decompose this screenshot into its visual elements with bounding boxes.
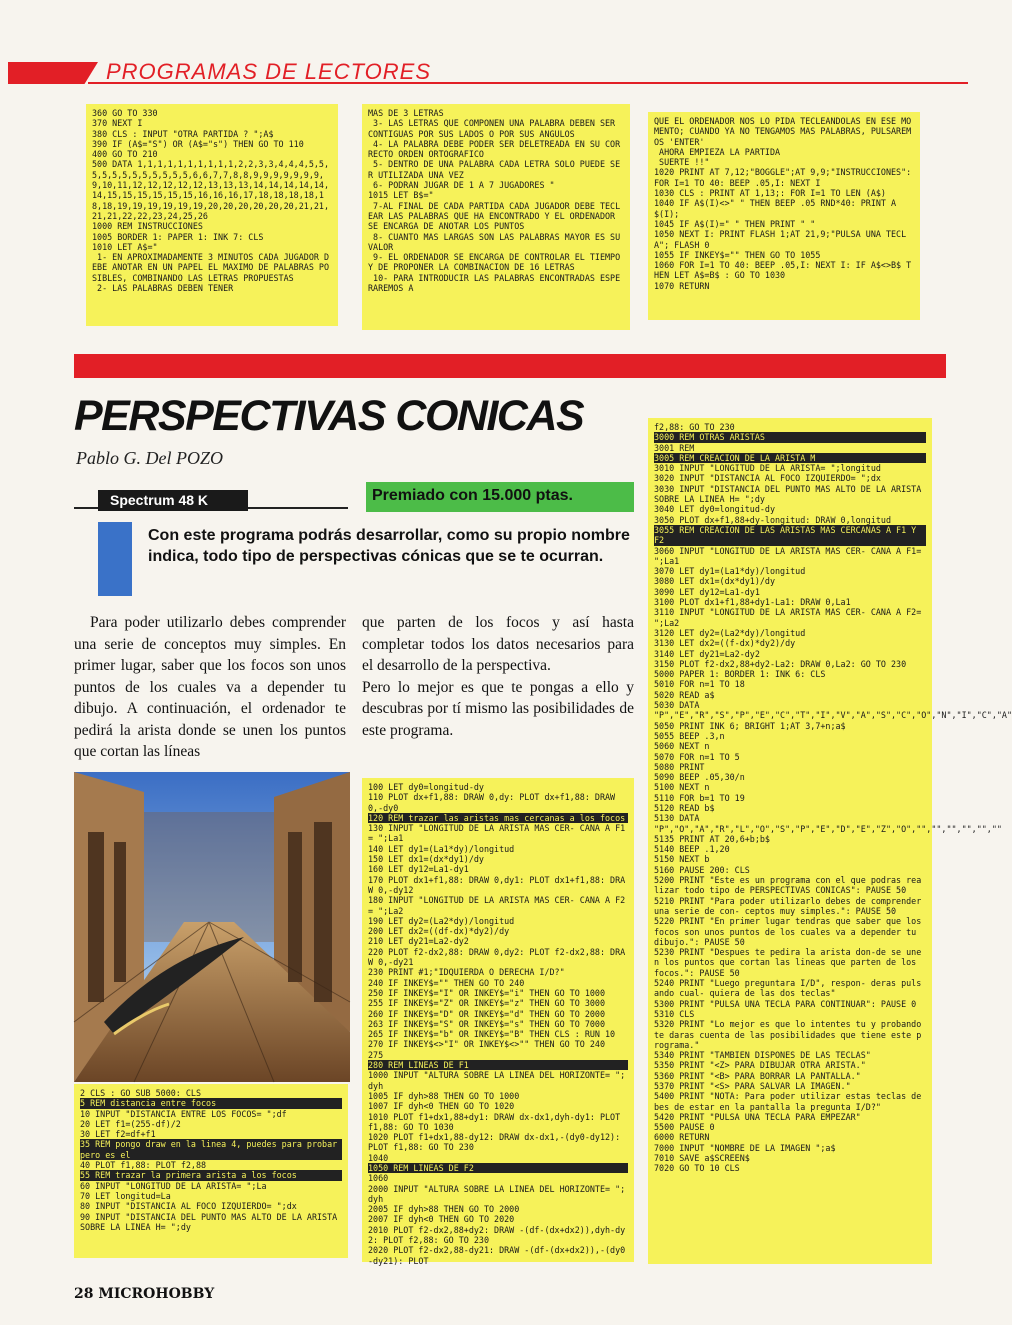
code-line: 1045 IF A$(I)=" " THEN PRINT " " [654, 218, 816, 229]
code-line: 5210 PRINT "Para poder utilizarlo debes de comprender una serie de con- ceptos muy simples.": PAUSE 50 [654, 895, 927, 916]
body-column-2: que parten de los focos y así hasta completar todos los datos necesarios para el desarrollo de la perspectiva. Pero lo mejor es que te pongas a ello y descubras por tí mismo las posibilidades de este programa. [362, 614, 634, 739]
code-line: MAS DE 3 LETRAS [368, 108, 444, 118]
code-line: 160 LET dy12=La1-dy1 [368, 864, 469, 875]
code-line: 120 REM trazar las aristas mas cercanas a los focos [368, 813, 628, 823]
code-line: 2010 PLOT f2-dx2,88+dy2: DRAW -(df-(dx+dx2)),dyh-dy2: PLOT f2,88: GO TO 230 [368, 1224, 626, 1246]
code-line: 100 LET dy0=longitud-dy [368, 782, 484, 792]
code-line: 70 LET longitud=La [80, 1190, 171, 1201]
code-line: 5200 PRINT "Este es un programa con el que podras realizar todo tipo de PERSPECTIVAS CONICAS": PAUSE 50 [654, 875, 922, 896]
code-line: 3055 REM CREACION DE LAS ARISTAS MAS CERCANAS A F1 Y F2 [654, 525, 926, 546]
code-line: 5240 PRINT "Luego preguntara I/D", respon- deras pulsando cual- quiera de las dos teclas" [654, 978, 922, 999]
code-line: 10- PARA INTRODUCIR LAS PALABRAS ENCONTRADAS ESPERAREMOS A [368, 272, 621, 294]
code-line: 3080 LET dx1=(dx*dy1)/dy [654, 576, 776, 587]
code-line: 255 IF INKEY$="Z" OR INKEY$="z" THEN GO TO 3000 [368, 998, 605, 1009]
listing-right [648, 418, 1012, 1264]
code-line: 1- EN APROXIMADAMENTE 3 MINUTOS CADA JUGADOR DEBE ANOTAR EN UN PAPEL EL MAXIMO DE PALABRAS POSIBLES, COMBINANDO LAS LETRAS PROPUESTAS [92, 252, 329, 283]
perspective-illustration-svg [74, 772, 350, 1082]
code-line: 1055 IF INKEY$="" THEN GO TO 1055 [654, 249, 821, 260]
code-line: 5135 PRINT AT 20,6+b;b$ [654, 833, 770, 844]
code-line: 263 IF INKEY$="S" OR INKEY$="s" THEN GO TO 7000 [368, 1018, 605, 1029]
code-line: 400 GO TO 210 [92, 149, 158, 160]
code-line: 5055 BEEP .3,n [654, 730, 725, 741]
code-line: 3- LAS LETRAS QUE COMPONEN UNA PALABRA DEBEN SER CONTIGUAS POR SUS LADOS O POR SUS ANGULOS [368, 118, 621, 139]
code-line: 5130 DATA "P","O","A","R","L","O","S","P","E","D","E","Z","O","","","","","","" [654, 813, 1002, 834]
code-line: 5300 PRINT "PULSA UNA TECLA PARA CONTINUAR": PAUSE 0 [654, 998, 917, 1009]
code-line: 5120 READ b$ [654, 802, 715, 813]
code-line: 150 LET dx1=(dx*dy1)/dy [368, 854, 484, 865]
code-line: 5370 PRINT "<S> PARA SALVAR LA IMAGEN." [654, 1081, 851, 1091]
code-line: 2020 PLOT f2-dx2,88-dy21: DRAW -(df-(dx+dx2)),-(dy0-dy21): PLOT [368, 1245, 626, 1266]
code-line: 5230 PRINT "Despues te pedira la arista don-de se unen los puntos que cortan las lineas que parten de los focos.": PAUSE 50 [654, 947, 922, 978]
code-line: 3060 INPUT "LONGITUD DE LA ARISTA MAS CER- CANA A F1= ";La1 [654, 545, 927, 566]
code-line: 7020 GO TO 10 CLS [654, 1163, 740, 1174]
code-line: 5080 PRINT [654, 761, 705, 772]
code-line: 1010 PLOT f1+dx1,88+dy1: DRAW dx-dx1,dyh-dy1: PLOT f1,88: GO TO 1030 [368, 1111, 626, 1132]
machine-badge [98, 490, 248, 511]
code-line: 200 LET dx2=((df-dx)*dy2)/dy [368, 926, 510, 937]
code-line: 380 CLS : INPUT "OTRA PARTIDA ? ";A$ [92, 128, 274, 139]
code-line: 390 IF (A$="S") OR (A$="s") THEN GO TO 110 [92, 138, 304, 149]
code-line: 55 REM trazar la primera arista a los focos [80, 1170, 342, 1180]
code-line: 1040 [368, 1152, 389, 1163]
code-line: 5400 PRINT "NOTA: Para poder utilizar estas teclas debes de estar en la pantalla la pregunta I/D?" [654, 1091, 922, 1112]
code-line: 1007 IF dyh<0 THEN GO TO 1020 [368, 1101, 515, 1112]
code-line: 5150 NEXT b [654, 854, 710, 865]
code-line: 5500 PAUSE 0 [654, 1122, 715, 1133]
code-line: 5360 PRINT "<B> PARA BORRAR LA PANTALLA." [654, 1070, 861, 1081]
code-line: 220 PLOT f2-dx2,88: DRAW 0,dy2: PLOT f2-dx2,88: DRAW 0,-dy21 [368, 946, 626, 968]
code-line: 60 INPUT "LONGITUD DE LA ARISTA= ";La [80, 1180, 267, 1191]
section-label: PROGRAMAS DE LECTORES [106, 59, 431, 84]
code-line: QUE EL ORDENADOR NOS LO PIDA TECLEANDOLAS EN ESE MOMENTO; CUANDO YA NO TENGAMOS MAS PALABRAS, PULSAREMOS 'ENTER' [654, 116, 912, 147]
code-line: 3010 INPUT "LONGITUD DE LA ARISTA= ";longitud [654, 463, 881, 474]
listing-top-col3 [648, 112, 920, 320]
code-line: 5140 BEEP .1,20 [654, 844, 730, 855]
code-line: 5320 PRINT "Lo mejor es que lo intentes tu y probando te daras cuenta de las posibilidades que tiene este programa." [654, 1019, 927, 1050]
code-line: 40 PLOT f1,88: PLOT f2,88 [80, 1160, 207, 1171]
code-line: 190 LET dy2=(La2*dy)/longitud [368, 915, 515, 926]
article-title: PERSPECTIVAS CONICAS [74, 392, 584, 440]
code-line: 3140 LET dy21=La2-dy2 [654, 648, 760, 659]
code-line: 3150 PLOT f2-dx2,88+dy2-La2: DRAW 0,La2: GO TO 230 [654, 658, 907, 669]
code-line: 1020 PRINT AT 7,12;"BOGGLE";AT 9,9;"INSTRUCCIONES": FOR I=1 TO 40: BEEP .05,I: NEXT I [654, 167, 917, 188]
code-line: 1005 BORDER 1: PAPER 1: INK 7: CLS [92, 231, 264, 242]
code-line: 30 LET f2=df+f1 [80, 1129, 156, 1140]
code-line: 1050 REM LINEAS DE F2 [368, 1163, 628, 1173]
code-line: 360 GO TO 330 [92, 108, 158, 118]
code-line: 280 REM LINEAS DE F1 [368, 1060, 628, 1070]
code-line: 3110 INPUT "LONGITUD DE LA ARISTA MAS CER- CANA A F2= ";La2 [654, 607, 927, 628]
code-line: 240 IF INKEY$="" THEN GO TO 240 [368, 977, 525, 988]
code-line: 8- CUANTO MAS LARGAS SON LAS PALABRAS MAYOR ES SU VALOR [368, 231, 626, 252]
code-line: 1000 INPUT "ALTURA SOBRE LA LINEA DEL HORIZONTE= ";dyh [368, 1070, 626, 1091]
code-line: 3100 PLOT dx1+f1,88+dy1-La1: DRAW 0,La1 [654, 597, 851, 608]
code-line: 3130 LET dx2=((f-dx)*dy2)/dy [654, 638, 796, 649]
section-header-bar [8, 62, 98, 84]
code-line: 1015 LET B$=" [368, 190, 434, 201]
code-line: 140 LET dy1=(La1*dy)/longitud [368, 843, 515, 854]
code-line: 250 IF INKEY$="I" OR INKEY$="i" THEN GO TO 1000 [368, 987, 605, 998]
code-line: 1060 [368, 1173, 389, 1184]
code-line: 5310 CLS [654, 1008, 695, 1019]
code-line: 3020 INPUT "DISTANCIA AL FOCO IZQUIERDO= ";dx [654, 473, 881, 484]
code-line: 5020 READ a$ [654, 689, 715, 700]
code-line: 80 INPUT "DISTANCIA AL FOCO IZQUIERDO= ";dx [80, 1201, 297, 1212]
code-line: 180 INPUT "LONGITUD DE LA ARISTA MAS CER- CANA A F2= ";La2 [368, 895, 626, 916]
code-line: 5340 PRINT "TAMBIEN DISPONES DE LAS TECLAS" [654, 1050, 871, 1061]
code-line: 6000 RETURN [654, 1132, 710, 1143]
code-line: 1030 CLS : PRINT AT 1,13;: FOR I=1 TO LEN (A$) [654, 188, 886, 199]
article-band [74, 354, 946, 378]
code-line: 170 PLOT dx1+f1,88: DRAW 0,dy1: PLOT dx1+f1,88: DRAW 0,-dy12 [368, 874, 626, 895]
footer [74, 1286, 214, 1302]
code-line: 370 NEXT I [92, 118, 143, 129]
lead-accent [98, 522, 132, 596]
code-line: 260 IF INKEY$="D" OR INKEY$="d" THEN GO TO 2000 [368, 1008, 605, 1019]
code-line: 20 LET f1=(255-df)/2 [80, 1118, 181, 1129]
code-line: 3001 REM [654, 442, 695, 453]
code-line: 5030 DATA "P","E","R","S","P","E","C","T","I","V","A","S","C","O","N","I","C","A" [654, 700, 1012, 721]
code-line: 5350 PRINT "<Z> PARA DIBUJAR OTRA ARISTA." [654, 1060, 866, 1071]
code-line: 3005 REM CREACION DE LA ARISTA M [654, 453, 926, 463]
code-line: 5 REM distancia entre focos [80, 1098, 342, 1108]
code-line: 5010 FOR n=1 TO 18 [654, 679, 745, 690]
machine-badge-text: Spectrum 48 K [110, 492, 209, 508]
code-line: 2005 IF dyh>88 THEN GO TO 2000 [368, 1204, 520, 1215]
prize-badge [366, 482, 634, 512]
code-line: 1050 NEXT I: PRINT FLASH 1;AT 21,9;"PULSA UNA TECLA"; FLASH 0 [654, 229, 907, 250]
code-line: 230 PRINT #1;"IDQUIERDA O DERECHA I/D?" [368, 967, 565, 978]
code-line: 110 PLOT dx+f1,88: DRAW 0,dy: PLOT dx+f1,88: DRAW 0,-dy0 [368, 792, 621, 813]
code-line: 5110 FOR b=1 TO 19 [654, 792, 745, 803]
code-line: 1040 IF A$(I)<>" " THEN BEEP .05 RND*40: PRINT A$(I); [654, 198, 897, 219]
code-line: 2000 INPUT "ALTURA SOBRE LA LINEA DEL HORIZONTE= ";dyh [368, 1183, 626, 1204]
listing-top-col1 [86, 104, 338, 326]
listing-bottom-mid [362, 778, 634, 1266]
code-line: 270 IF INKEY$<>"I" OR INKEY$<>"" THEN GO TO 240 [368, 1039, 605, 1050]
perspective-illustration [74, 772, 350, 1082]
code-line: 5070 FOR n=1 TO 5 [654, 751, 740, 762]
code-line: 2007 IF dyh<0 THEN GO TO 2020 [368, 1214, 515, 1225]
code-line: 6- PODRAN JUGAR DE 1 A 7 JUGADORES " [368, 180, 555, 191]
code-line: 3050 PLOT dx+f1,88+dy-longitud: DRAW 0,longitud [654, 514, 891, 525]
code-line: 1020 PLOT f1+dx1,88-dy12: DRAW dx-dx1,-(dy0-dy12): PLOT f1,88: GO TO 230 [368, 1132, 626, 1153]
body-column-1: Para poder utilizarlo debes comprender una serie de conceptos muy simples. En primer lugar, saber que los focos son unos puntos de los cuales va a depender tu dibujo. A continuación, el ordenador te pedirá la arista donde se unen los puntos que cortan las líneas [74, 614, 346, 760]
code-line: 10 INPUT "DISTANCIA ENTRE LOS FOCOS= ";df [80, 1108, 287, 1119]
code-line: 3070 LET dy1=(La1*dy)/longitud [654, 566, 806, 577]
listing-bottom-left [74, 1084, 348, 1258]
prize-badge-text: Premiado con 15.000 ptas. [372, 487, 573, 504]
code-line: 7010 SAVE a$SCREEN$ [654, 1153, 750, 1164]
code-line: 7-AL FINAL DE CADA PARTIDA CADA JUGADOR DEBE TECLEAR LAS PALABRAS QUE HA ENCONTRADO Y EL ORDENADOR SE ENCARGA DE ANOTAR LOS PUNTOS [368, 200, 621, 232]
lead-paragraph: Con este programa podrás desarrollar, como su propio nombre indica, todo tipo de perspectivas cónicas que se te ocurran. [148, 527, 630, 565]
code-line: 500 DATA 1,1,1,1,1,1,1,1,1,1,2,2,3,3,4,4,4,5,5,5,5,5,5,5,5,5,5,5,5,6,6,7,7,8,8,9,9,9,9,9,9,9,9,10,11,12,12,12,12,12,13,13,13,14,14,14,14,14,14,15,15,15,15,15,15,16,16,16,17,18,18,18,18,18,18,19,19,19,19,19,19,20,20,20,20,20,20,21,21,21,21,22,22,23,24,25,26 [92, 159, 329, 221]
code-line: 3120 LET dy2=(La2*dy)/longitud [654, 627, 806, 638]
code-line: 4- LA PALABRA DEBE PODER SER DELETREADA EN SU CORRECTO ORDEN ORTOGRAFICO [368, 138, 621, 160]
code-line: 35 REM pongo draw en la linea 4, puedes para probar pero es el [80, 1139, 343, 1160]
code-line: 2- LAS PALABRAS DEBEN TENER [92, 283, 234, 294]
code-line: 1005 IF dyh>88 THEN GO TO 1000 [368, 1090, 520, 1101]
code-line: 1000 REM INSTRUCCIONES [92, 221, 203, 232]
code-line: 265 IF INKEY$="b" OR INKEY$="B" THEN CLS : RUN 10 [368, 1029, 616, 1040]
listing-top-col2 [362, 104, 630, 330]
code-line: 275 [368, 1049, 384, 1060]
code-line: 1070 RETURN [654, 280, 710, 291]
magazine-name: MICROHOBBY [98, 1286, 215, 1302]
code-line: 7000 INPUT "NOMBRE DE LA IMAGEN ";a$ [654, 1142, 836, 1153]
code-line: 5090 BEEP .05,30/n [654, 772, 745, 783]
code-line: 90 INPUT "DISTANCIA DEL PUNTO MAS ALTO DE LA ARISTA SOBRE LA LINEA H= ";dy [80, 1211, 343, 1232]
code-line: 5000 PAPER 1: BORDER 1: INK 6: CLS [654, 669, 826, 680]
page-number: 28 [74, 1286, 94, 1302]
code-line: f2,88: GO TO 230 [654, 422, 735, 432]
code-line: 5050 PRINT INK 6; BRIGHT 1;AT 3,7+n;a$ [654, 720, 846, 731]
code-line: AHORA EMPIEZA LA PARTIDA [654, 146, 781, 157]
code-line: 130 INPUT "LONGITUD DE LA ARISTA MAS CER- CANA A F1= ";La1 [368, 823, 626, 844]
code-line: 5100 NEXT n [654, 782, 710, 793]
code-line: 1060 FOR I=1 TO 40: BEEP .05,I: NEXT I: IF A$<>B$ THEN LET A$=B$ : GO TO 1030 [654, 260, 912, 281]
code-line: 2 CLS : GO SUB 5000: CLS [80, 1088, 202, 1098]
code-line: 5220 PRINT "En primer lugar tendras que saber que los focos son unos puntos de los cuales va a depender tu dibujo.": PAUSE 50 [654, 916, 927, 947]
code-line: 3090 LET dy12=La1-dy1 [654, 586, 760, 597]
code-line: 5- DENTRO DE UNA PALABRA CADA LETRA SOLO PUEDE SER UTILIZADA UNA VEZ [368, 159, 621, 180]
code-line: 3030 INPUT "DISTANCIA DEL PUNTO MAS ALTO DE LA ARISTA SOBRE LA LINEA H= ";dy [654, 483, 927, 505]
code-line: 1010 LET A$=" [92, 241, 158, 252]
code-line: 210 LET dy21=La2-dy2 [368, 936, 469, 947]
code-line: 3000 REM OTRAS ARISTAS [654, 432, 926, 442]
code-line: SUERTE !!" [654, 157, 710, 168]
code-line: 3040 LET dy0=longitud-dy [654, 504, 776, 515]
code-line: 5160 PAUSE 200: CLS [654, 864, 750, 875]
article-author: Pablo G. Del POZO [76, 448, 223, 468]
code-line: 5060 NEXT n [654, 741, 710, 752]
code-line: 5420 PRINT "PULSA UNA TECLA PARA EMPEZAR" [654, 1111, 861, 1122]
code-line: 9- EL ORDENADOR SE ENCARGA DE CONTROLAR EL TIEMPO Y DE PROPONER LA COMBINACION DE 16 LETRAS [368, 252, 626, 273]
